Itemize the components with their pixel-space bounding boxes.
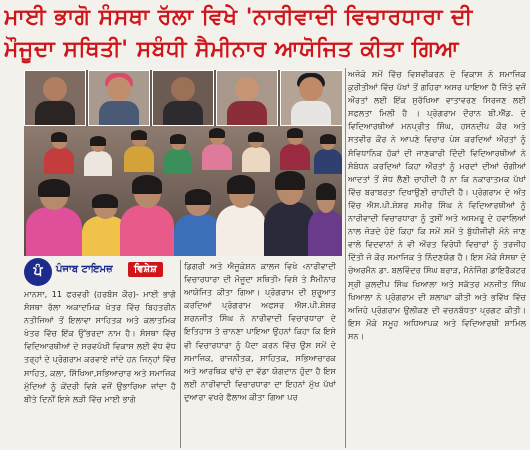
seminar-photo: [24, 70, 342, 256]
speaker-photo-3: [152, 70, 214, 126]
newspaper-name: ਪੰਜਾਬ ਟਾਇਮਜ਼: [56, 264, 113, 275]
special-tag: ਵਿਸ਼ੇਸ਼: [128, 262, 163, 277]
article-body-right: ਅਜੋਕੇ ਸਮੇਂ ਵਿੱਚ ਵਿਸ਼ਵੀਕਰਨ ਦੇ ਵਿਕਾਸ ਨੇ ਸਮਾਜਿਕ ਕੁਰੀਤੀਆਂ ਵਿੱਚ ਪੱਖਾਂ ਤੋਂ ਗਹਿਰਾ ਅਸਰ ਪਾਇਆ ਹੈ ਜਿੱਤੇ ਵਜੋਂ ਔਰਤਾਂ ਲਈ ਇੱਕ ਸੁਰੱਖਿਆ ਵਾਤਾਵਰਣ ਸਿਰਜਣ ਲਈ ਸਫਲਤਾ ਮਿਲੀ ਹੈ । ਪ੍ਰੋਗਰਾਮ ਦੌਰਾਨ ਬੀ.ਐੱਡ. ਦੇ ਵਿਦਿਆਰਥੀਆਂ ਮਨਪ੍ਰੀਤ ਸਿੰਘ, ਹਸਨਦੀਪ ਕੌਰ ਅਤੇ ਸਤਵੀਰ ਕੌਰ ਨੇ ਆਪਣੇ ਵਿਚਾਰ ਪੇਸ਼ ਕਰਦਿਆਂ ਔਰਤਾਂ ਨੂੰ ਸੰਵਿਧਾਨਿਕ ਹੱਕਾਂ ਦੀ ਜਾਣਕਾਰੀ ਦਿੰਦੀ ਵਿਦਿਆਰਥੀਆਂ ਨੇ ਸੰਬੋਧਨ ਕਰਦਿਆਂ ਕਿਹਾ ਔਰਤਾਂ ਨੂੰ ਮਰਦਾਂ ਦੀਆਂ ਚੰਗੀਆਂ ਆਦਤਾਂ ਤੋਂ ਸੇਧ ਲੈਣੀ ਚਾਹੀਦੀ ਹੈ ਨਾ ਕਿ ਨਕਾਰਾਤਮਕ ਪੱਖਾਂ ਵਿੱਚ ਬਰਾਬਰਤਾ ਦਿਖਾਉਣੀ ਚਾਹੀਦੀ ਹੈ। ਪ੍ਰੋਗਰਾਮ ਦੇ ਅੰਤ ਵਿੱਚ ਐਸ.ਪੀ.ਸ਼ੇਸ਼ਰ ਸਮੀਰ ਸਿੰਘ ਨੇ ਵਿਦਿਆਰਥੀਆਂ ਨੂੰ ਨਾਰੀਵਾਦੀ ਵਿਚਾਰਧਾਰਾ ਨੂੰ ਤੁਸੀਂ ਅਤੇ ਅਸਮਰੂ ਦੇ ਹਵਾਲਿਆਂ ਨਾਲ ਜੋੜਦੇ ਹੋਏ ਕਿਹਾ ਕਿ ਸਮੇਂ ਸਮੇਂ ਤੇ ਬੁੱਧੀਜੀਵੀ ਮੰਨੇ ਜਾਣ ਵਾਲੇ ਵਿਦਵਾਨਾਂ ਨੇ ਵੀ ਔਰਤ ਵਿਰੋਧੀ ਵਿਚਾਰਾਂ ਨੂੰ ਤਰਜੀਹ ਦਿੱਤੀ ਜੋ ਕੌਰ ਸਮਾਜਿਕ ਤੇ ਨਿੰਦਣਯੋਗ ਹੈ। ਇਸ ਮੌਕੇ ਸੰਸਥਾ ਦੇ ਚੇਅਰਮੈਨ ਡਾ. ਬਲਵਿੰਦਰ ਸਿੰਘ ਬਰਾੜ, ਮੈਨੇਜਿੰਗ ਡਾਇਰੈਕਟਰ ਸ੍ਰੀ ਕੁਲਦੀਪ ਸਿੰਘ ਖਿਆਲਾ ਅਤੇ ਸਕੱਤਰ ਮਨਜੀਤ ਸਿੰਘ ਖਿਆਲਾ ਨੇ ਪ੍ਰੋਗਰਾਮ ਦੀ ਸ਼ਲਾਘਾ ਕੀਤੀ ਅਤੇ ਭਵਿੱਖ ਵਿੱਚ ਅਜਿਹੇ ਪ੍ਰੋਗਰਾਮ ਉਲੀਕਣ ਦੀ ਵਚਨਬੱਧਤਾ ਪ੍ਰਗਟ ਕੀਤੀ। ਇਸ ਮੌਕੇ ਸਮੂਹ ਅਧਿਆਪਕ ਅਤੇ ਵਿਦਿਆਰਥੀ ਸ਼ਾਮਿਲ ਸਨ।: [348, 69, 526, 341]
punjab-times-logo: ਪੰ: [24, 258, 52, 286]
article-column-2: [184, 260, 336, 404]
article-column-right: [348, 68, 526, 343]
speaker-photo-4: [216, 70, 278, 126]
article-headline: [4, 2, 526, 66]
headline-line-2: ਮੌਜੂਦਾ ਸਥਿਤੀ' ਸਬੰਧੀ ਸੈਮੀਨਾਰ ਆਯੋਜਿਤ ਕੀਤਾ ਗਿਆ: [4, 37, 460, 62]
headline-line-1: ਮਾਈ ਭਾਗੋ ਸੰਸਥਾ ਰੱਲਾ ਵਿਖੇ 'ਨਾਰੀਵਾਦੀ ਵਿਚਾਰਧਾਰਾ ਦੀ: [4, 5, 473, 30]
article-body-col2: ਡਿਗਰੀ ਅਤੇ ਐਜੂਕੇਸ਼ਨ ਕਾਲਜ ਵਿਖੇ ‹ਨਾਰੀਵਾਦੀ ਵਿਚਾਰਧਾਰਾ ਦੀ ਮੌਜੂਦਾ ਸਥਿਤੀ› ਵਿਸ਼ੇ ਤੇ ਸੈਮੀਨਾਰ ਆਯੋਜਿਤ ਕੀਤਾ ਗਿਆ। ਪ੍ਰੋਗਰਾਮ ਦੀ ਸ਼ੁਰੂਆਤ ਕਰਦਿਆਂ ਪ੍ਰੋਗਰਾਮ ਅਫਸਰ ਐਸ.ਪੀ.ਸ਼ੇਸ਼ਰ ਸ਼ਰਨਜੀਤ ਸਿੰਘ ਨੇ ਨਾਰੀਵਾਦੀ ਵਿਚਾਰਧਾਰਾ ਦੇ ਇਤਿਹਾਸ ਤੇ ਚਾਨਣਾ ਪਾਇਆ ਉਹਨਾਂ ਕਿਹਾ ਕਿ ਇਸੇ ਵੀ ਵਿਚਾਰਧਾਰਾ ਨੂੰ ਪੈਦਾ ਕਰਨ ਵਿੱਚ ਉਸ ਸਮੇਂ ਦੇ ਸਮਾਜਿਕ, ਰਾਜਨੀਤਕ, ਸਾਹਿਤਕ, ਸਭਿਆਚਾਰਕ ਅਤੇ ਆਰਥਿਕ ਢਾਂਚੇ ਦਾ ਵੱਡਾ ਯੋਗਦਾਨ ਹੁੰਦਾ ਹੈ ਇਸ ਲਈ ਨਾਰੀਵਾਦੀ ਵਿਚਾਰਧਾਰਾ ਦਾ ਇਹਨਾਂ ਮੁੱਖ ਪੱਖਾਂ ਦੁਆਰਾ ਵਖਰੇ ਫੈਲਾਅ ਕੀਤਾ ਗਿਆ ਪਰ: [184, 261, 336, 402]
column-divider: [345, 68, 346, 448]
speaker-photo-1: [24, 70, 86, 126]
speaker-photo-2: [88, 70, 150, 126]
audience-photo: [24, 126, 342, 256]
column-divider-lower: [180, 260, 181, 448]
article-column-1: [24, 288, 176, 406]
speaker-photo-5: [280, 70, 342, 126]
article-body-col1: ਮਾਨਸਾ, 11 ਫਰਵਰੀ (ਹਰਬੰਸ ਕੌਰ)- ਮਾਈ ਭਾਗੋ ਸੰਸਥਾ ਰੱਲਾ ਅਕਾਦਮਿਕ ਖੇਤਰ ਵਿੱਚ ਬਿਹਤਰੀਨ ਨਤੀਜਿਆਂ ਤੋਂ ਇਲਾਵਾ ਸਾਹਿਤਕ ਅਤੇ ਕਲਾਤਮਿਕ ਖੇਤਰ ਵਿੱਚ ਇੱਕ ਉੱਭਰਦਾ ਨਾਮ ਹੈ। ਸੰਸਥਾ ਵਿੱਚ ਵਿਦਿਆਰਥੀਆਂ ਦੇ ਸਰਵਪੱਖੀ ਵਿਕਾਸ ਲਈ ਵੱਧ ਵੱਧ ਤਰ੍ਹਾਂ ਦੇ ਪ੍ਰੋਗਰਾਮ ਕਰਵਾਏ ਜਾਂਦੇ ਹਨ ਜਿਨ੍ਹਾਂ ਵਿੱਚ ਸਾਹਿਤ, ਕਲਾ, ਸਿੱਖਿਆ,ਸਭਿਆਚਾਰ ਅਤੇ ਸਮਾਜਿਕ ਮੁੱਦਿਆਂ ਨੂੰ ਕੇਂਦਰੀ ਵਿਸ਼ੇ ਵਜੋਂ ਉਭਾਰਿਆ ਜਾਂਦਾ ਹੈ ਬੀਤੇ ਦਿਨੀਂ ਇਸੇ ਲੜੀ ਵਿੱਚ ਮਾਈ ਭਾਗੋ: [24, 289, 176, 404]
